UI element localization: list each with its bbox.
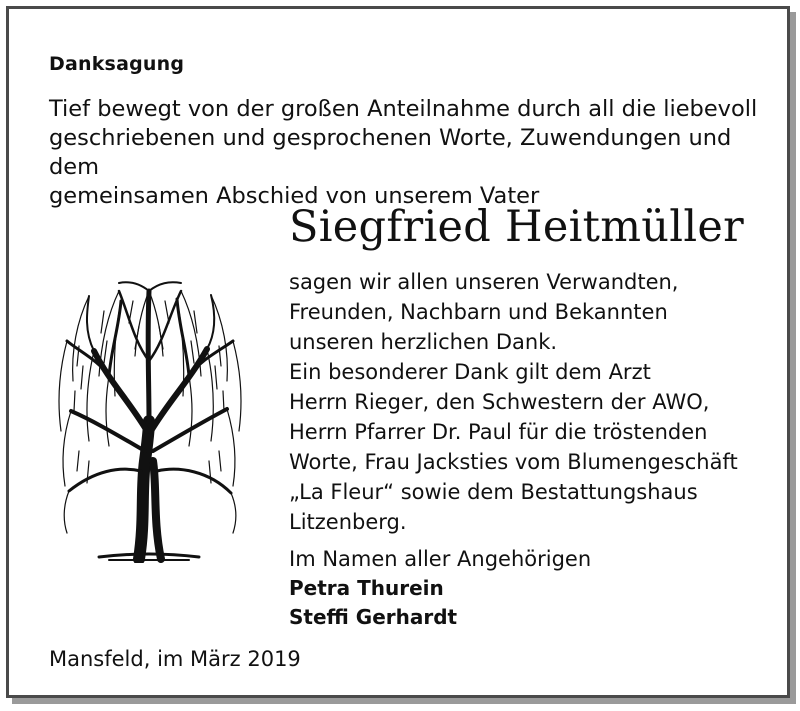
place-date: Mansfeld, im März 2019 [49, 647, 301, 671]
notice-frame [6, 6, 790, 698]
signer-name: Steffi Gerhardt [289, 605, 458, 629]
weeping-tree-icon [49, 271, 249, 563]
thanks-text: sagen wir allen unseren Verwandten, Freunden, Nachbarn und Bekannten unseren herzlichen Dank. Ein besonderer Dank gilt dem Arzt Herrn Rieger, den Schwestern der AWO, Herrn Pfarrer Dr. Paul für die tröstenden Worte, Frau Jacksties vom Blumengeschäft „La Fleur“ sowie dem Bestattungshaus Litzenberg. [289, 270, 738, 534]
closing-block [289, 545, 591, 632]
notice-heading: Danksagung [49, 53, 185, 75]
intro-text: Tief bewegt von der großen Anteilnahme durch all die liebevoll geschriebenen und gesprochenen Worte, Zuwendungen und dem gemeinsamen Abschied von unserem Vater [49, 96, 758, 209]
signer-name: Petra Thurein [289, 576, 444, 600]
deceased-name: Siegfried Heitmüller [289, 202, 745, 252]
closing-line: Im Namen aller Angehörigen [289, 547, 592, 571]
